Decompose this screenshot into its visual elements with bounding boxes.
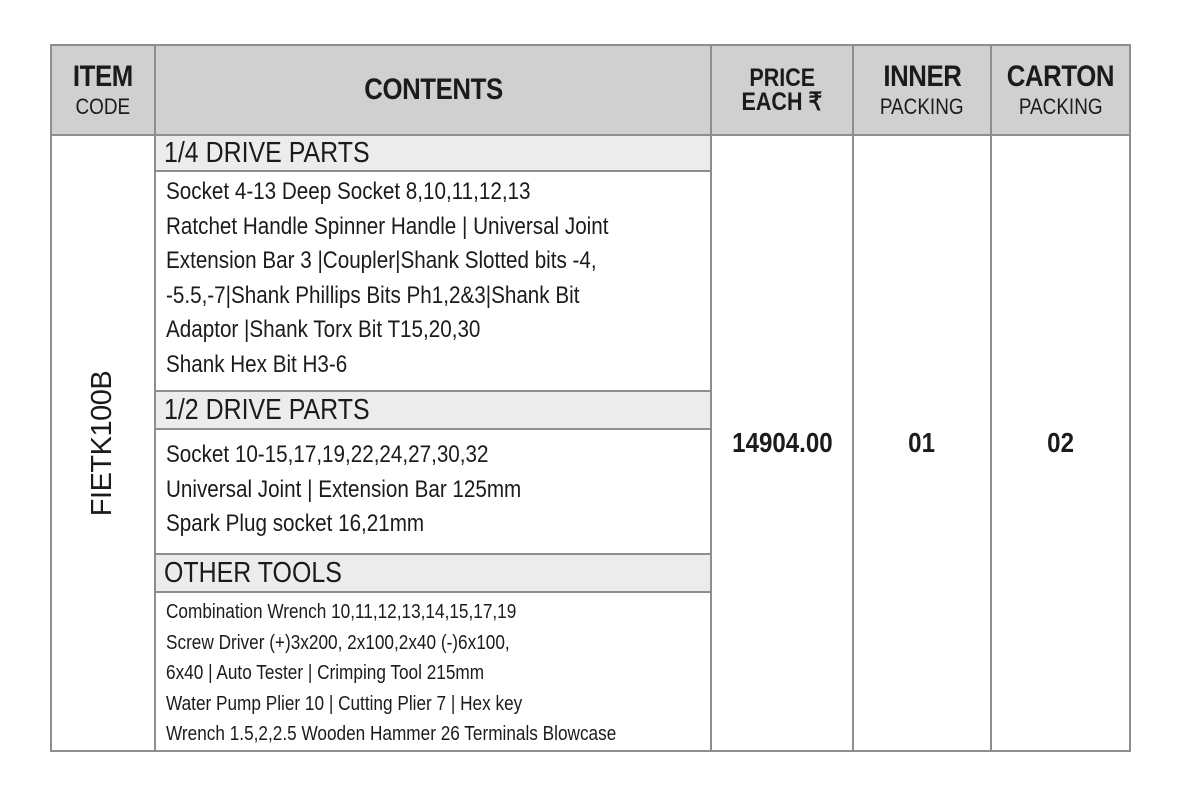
- price-cell: [712, 136, 852, 750]
- section-title-half-drive: [156, 392, 710, 428]
- content-line: Extension Bar 3 |Coupler|Shank Slotted bits -4,: [166, 247, 597, 274]
- content-line: Ratchet Handle Spinner Handle | Universal Joint: [166, 212, 609, 240]
- content-line: 6x40 | Auto Tester | Crimping Tool 215mm: [166, 662, 485, 684]
- inner-packing-cell: [854, 136, 990, 750]
- section-title-text: 1/4 DRIVE PARTS: [164, 136, 370, 169]
- item-code-cell: [52, 136, 154, 750]
- content-line: Wrench 1.5,2,2.5 Wooden Hammer 26 Terminals Blowcase: [166, 723, 617, 745]
- header-contents-title: CONTENTS: [363, 73, 503, 106]
- section-title-text: OTHER TOOLS: [164, 556, 342, 589]
- price-value: 14904.00: [731, 427, 833, 458]
- section-divider: [156, 428, 710, 430]
- header-carton: [992, 46, 1129, 134]
- content-line: Spark Plug socket 16,21mm: [166, 510, 425, 537]
- content-line: Universal Joint | Extension Bar 125mm: [166, 475, 522, 503]
- content-line: Water Pump Plier 10 | Cutting Plier 7 | Hex key: [166, 692, 523, 715]
- header-inner: [854, 46, 990, 134]
- header-item-code: [52, 46, 154, 134]
- content-line: -5.5,-7|Shank Phillips Bits Ph1,2&3|Shank Bit: [166, 281, 580, 309]
- section-body-quarter-drive: [156, 175, 710, 389]
- header-price-line1: PRICE: [749, 64, 815, 92]
- content-line: Screw Driver (+)3x200, 2x100,2x40 (-)6x100,: [166, 631, 510, 654]
- content-line: Shank Hex Bit H3-6: [166, 350, 348, 378]
- section-title-text: 1/2 DRIVE PARTS: [164, 393, 370, 426]
- header-carton-title: CARTON: [1006, 60, 1115, 93]
- section-body-other-tools: [156, 597, 710, 751]
- content-line: Socket 4-13 Deep Socket 8,10,11,12,13: [166, 178, 531, 205]
- header-inner-sub: PACKING: [880, 94, 964, 119]
- header-price-line2: EACH ₹: [741, 88, 823, 116]
- content-line: Adaptor |Shank Torx Bit T15,20,30: [166, 316, 481, 343]
- header-price: [712, 46, 852, 134]
- header-item-title: ITEM: [73, 60, 133, 93]
- carton-packing-value: 02: [1047, 427, 1074, 458]
- header-item-sub: CODE: [75, 94, 131, 119]
- inner-packing-value: 01: [908, 427, 936, 458]
- section-divider: [156, 591, 710, 593]
- section-body-half-drive: [156, 438, 710, 548]
- section-title-other-tools: [156, 555, 710, 591]
- carton-packing-cell: [992, 136, 1129, 750]
- product-table: [50, 44, 1131, 752]
- header-contents: [156, 46, 710, 134]
- header-inner-title: INNER: [882, 60, 962, 93]
- section-divider: [156, 170, 710, 172]
- item-code: FIETK100B: [86, 370, 119, 516]
- header-carton-sub: PACKING: [1018, 94, 1103, 119]
- content-line: Combination Wrench 10,11,12,13,14,15,17,19: [166, 601, 517, 623]
- content-line: Socket 10-15,17,19,22,24,27,30,32: [166, 441, 489, 468]
- section-title-quarter-drive: [156, 136, 710, 170]
